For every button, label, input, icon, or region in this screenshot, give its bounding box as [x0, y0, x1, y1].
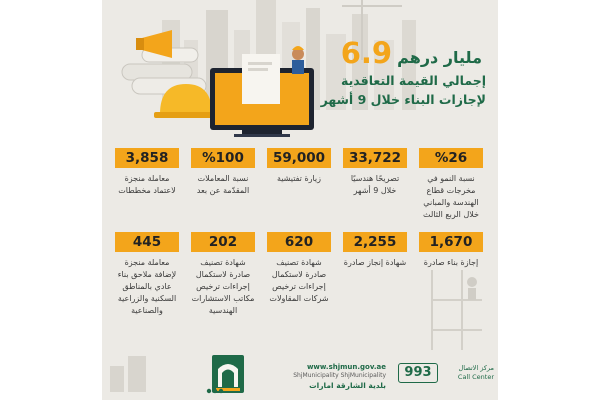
stat-caption: شهادة تصنيف صادرة لاستكمال إجراءات ترخيص شركات المقاولات: [269, 258, 329, 303]
headline-line-1: إجمالي القيمة التعاقدية: [341, 73, 486, 88]
stat-card: [418, 148, 484, 221]
headline-amount: 6.9: [340, 36, 393, 70]
stat-value: 1,670: [419, 232, 483, 252]
headline-block: [276, 36, 486, 108]
stat-caption: نسبة النمو في مخرجات قطاع الهندسة والمباني خلال الربع الثالث: [423, 174, 479, 219]
stat-card: [266, 148, 332, 185]
infographic-poster: [102, 0, 498, 400]
stat-card: [114, 148, 180, 197]
stat-card: [190, 232, 256, 317]
stat-caption: معاملة منجزة لاعتماد مخططات: [118, 174, 176, 195]
stat-value: 33,722: [343, 148, 407, 168]
call-center-label-en: Call Center: [457, 373, 494, 381]
stat-value: 3,858: [115, 148, 179, 168]
stat-caption: زيارة تفتيشية: [276, 174, 322, 183]
social-handles: ShjMunicipality ShjMunicipality: [293, 372, 386, 379]
building-watermark-illustration: [106, 352, 152, 392]
stat-value: %26: [419, 148, 483, 168]
stat-caption: شهادة إنجاز صادرة: [343, 258, 407, 267]
stat-value: 2,255: [343, 232, 407, 252]
stat-card: [190, 148, 256, 197]
stat-card: [418, 232, 484, 269]
stat-value: 202: [191, 232, 255, 252]
stat-card: [342, 232, 408, 269]
stat-caption: معاملة منجزة لإضافة ملاحق بناء عادي بالمناطق السكنية والزراعية والصناعية: [117, 258, 177, 315]
stat-card: [114, 232, 180, 317]
call-center-number[interactable]: 993: [398, 363, 438, 383]
stat-value: %100: [191, 148, 255, 168]
stat-caption: نسبة المعاملات المقدّمة عن بعد: [196, 174, 250, 195]
call-center-label: [440, 364, 494, 382]
stat-caption: شهادة تصنيف صادرة لاستكمال إجراءات ترخيص مكاتب الاستشارات الهندسية: [191, 258, 255, 315]
stat-value: 59,000: [267, 148, 331, 168]
stat-card: [266, 232, 332, 305]
website-link[interactable]: www.shjmun.gov.ae: [306, 363, 386, 371]
stat-caption: إجازة بناء صادرة: [423, 258, 479, 267]
call-center-label-ar: مركز الاتصال: [458, 364, 494, 372]
scaffold-worker-illustration: [422, 270, 498, 350]
stat-caption: تصريحًا هندسيًا خلال 9 أشهر: [350, 174, 400, 195]
headline-line-2: لإجازات البناء خلال 9 أشهر: [320, 92, 486, 107]
municipality-name: بلدية الشارقة امارات: [309, 381, 386, 390]
social-icons: [206, 388, 224, 394]
stat-value: 445: [115, 232, 179, 252]
headline-unit: مليار درهم: [397, 48, 482, 67]
stat-value: 620: [267, 232, 331, 252]
stat-card: [342, 148, 408, 197]
